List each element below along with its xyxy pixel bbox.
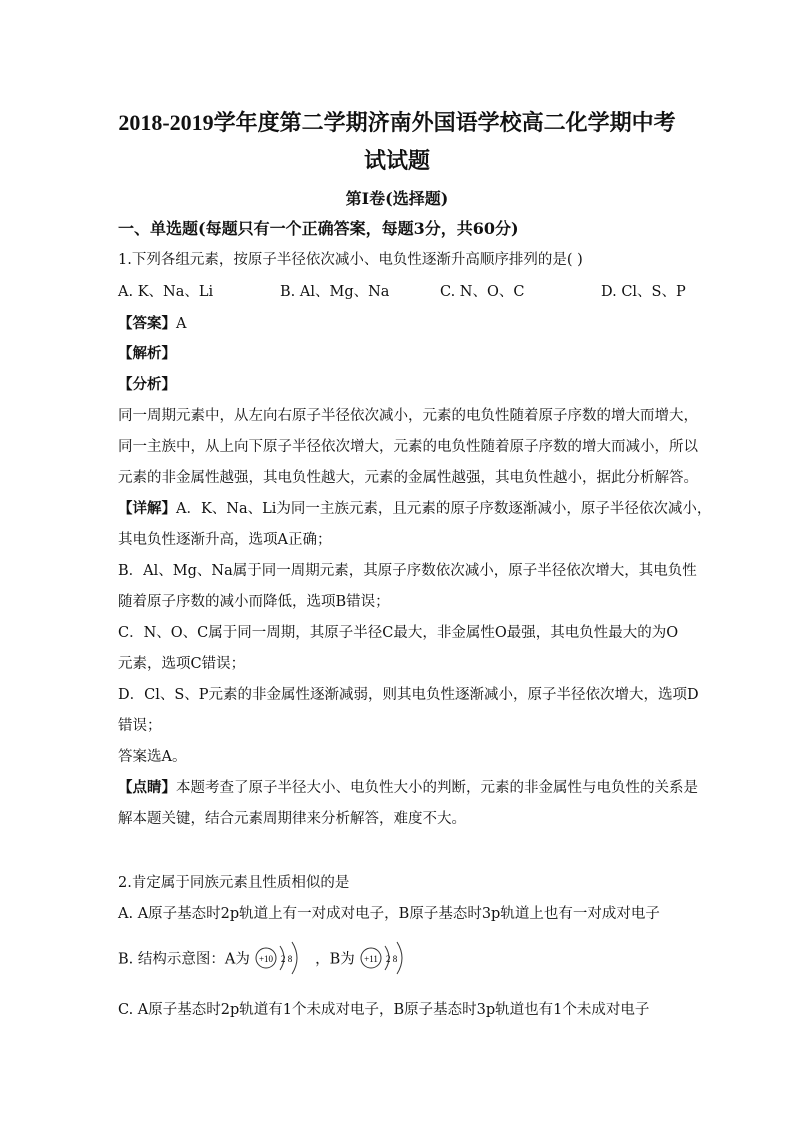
detail-line: C．N、O、C属于同一周期，其原子半径C最大，非金属性O最强，其电负性最大的为O [118, 625, 679, 641]
answer-value: A [176, 316, 187, 332]
section-title: 一、单选题(每题只有一个正确答案，每题3分，共60分) [118, 219, 519, 238]
atom-b-shells: 2 8 [386, 954, 398, 964]
analysis-line: 同一周期元素中，从左向右原子半径依次减小，元素的电负性随着原子序数的增大而增大， [118, 408, 698, 424]
doc-title-line1: 2018-2019学年度第二学期济南外国语学校高二化学期中考 [118, 110, 676, 135]
analysis-line: 同一主族中，从上向下原子半径依次增大，元素的电负性随着原子序数的增大而减小，所以 [118, 439, 698, 455]
detail-line: 错误； [118, 718, 162, 734]
q2-option-b-prefix: B. 结构示意图：A为 [118, 951, 250, 968]
analysis-line: 元素的非金属性越强，其电负性越大，元素的金属性越强，其电负性越小，据此分析解答。 [118, 470, 698, 486]
detail-line [118, 497, 712, 518]
atom-a-nucleus: +10 [259, 954, 274, 964]
doc-title-line2: 试试题 [363, 148, 430, 173]
atom-a-shells: 2 8 [281, 954, 293, 964]
atom-structure-b [359, 940, 415, 976]
fenxi-tag: 【分析】 [118, 376, 176, 393]
detail-line: 其电负性逐渐升高，选项A正确； [118, 532, 332, 548]
answer-tag: 【答案】 [118, 315, 176, 332]
q1-option-d: D. Cl、S、P [601, 284, 686, 300]
detail-text: A．K、Na、Li为同一主族元素，且元素的原子序数逐渐减小，原子半径依次减小， [176, 501, 712, 517]
q1-option-c: C. N、O、C [440, 284, 525, 300]
detail-line: 元素，选项C错误； [118, 656, 246, 672]
detail-tag: 【详解】 [118, 500, 176, 517]
q2-stem: 2.肯定属于同族元素且性质相似的是 [118, 875, 350, 891]
comment-line: 解本题关键，结合元素周期律来分析解答，难度不大。 [118, 811, 466, 827]
detail-line: 答案选A。 [118, 749, 187, 765]
q1-option-b: B. Al、Mg、Na [280, 284, 390, 300]
comment-text: 本题考查了原子半径大小、电负性大小的判断，元素的非金属性与电负性的关系是 [176, 780, 698, 796]
q1-stem: 1.下列各组元素，按原子半径依次减小、电负性逐渐升高顺序排列的是( ) [118, 252, 583, 268]
jiexi-tag: 【解析】 [118, 345, 176, 362]
detail-line: 随着原子序数的减小而降低，选项B错误； [118, 594, 390, 610]
q1-answer [118, 312, 678, 333]
comment-line [118, 776, 698, 797]
atom-b-nucleus: +11 [364, 954, 379, 964]
q2-option-b [118, 940, 678, 976]
comment-tag: 【点睛】 [118, 779, 176, 796]
q2-option-b-mid: ，B为 [315, 951, 355, 968]
atom-structure-a [254, 940, 310, 976]
detail-line: B．Al、Mg、Na属于同一周期元素，其原子序数依次减小，原子半径依次增大，其电负性 [118, 563, 697, 579]
q2-option-a: A. A原子基态时2p轨道上有一对成对电子，B原子基态时3p轨道上也有一对成对电子 [118, 906, 660, 922]
q2-option-c: C. A原子基态时2p轨道有1个未成对电子，B原子基态时3p轨道也有1个未成对电子 [118, 1002, 650, 1018]
q1-option-a: A. K、Na、Li [118, 284, 214, 300]
detail-line: D．Cl、S、P元素的非金属性逐渐减弱，则其电负性逐渐减小，原子半径依次增大，选项D [118, 687, 699, 703]
part-title: 第I卷(选择题) [345, 189, 449, 208]
